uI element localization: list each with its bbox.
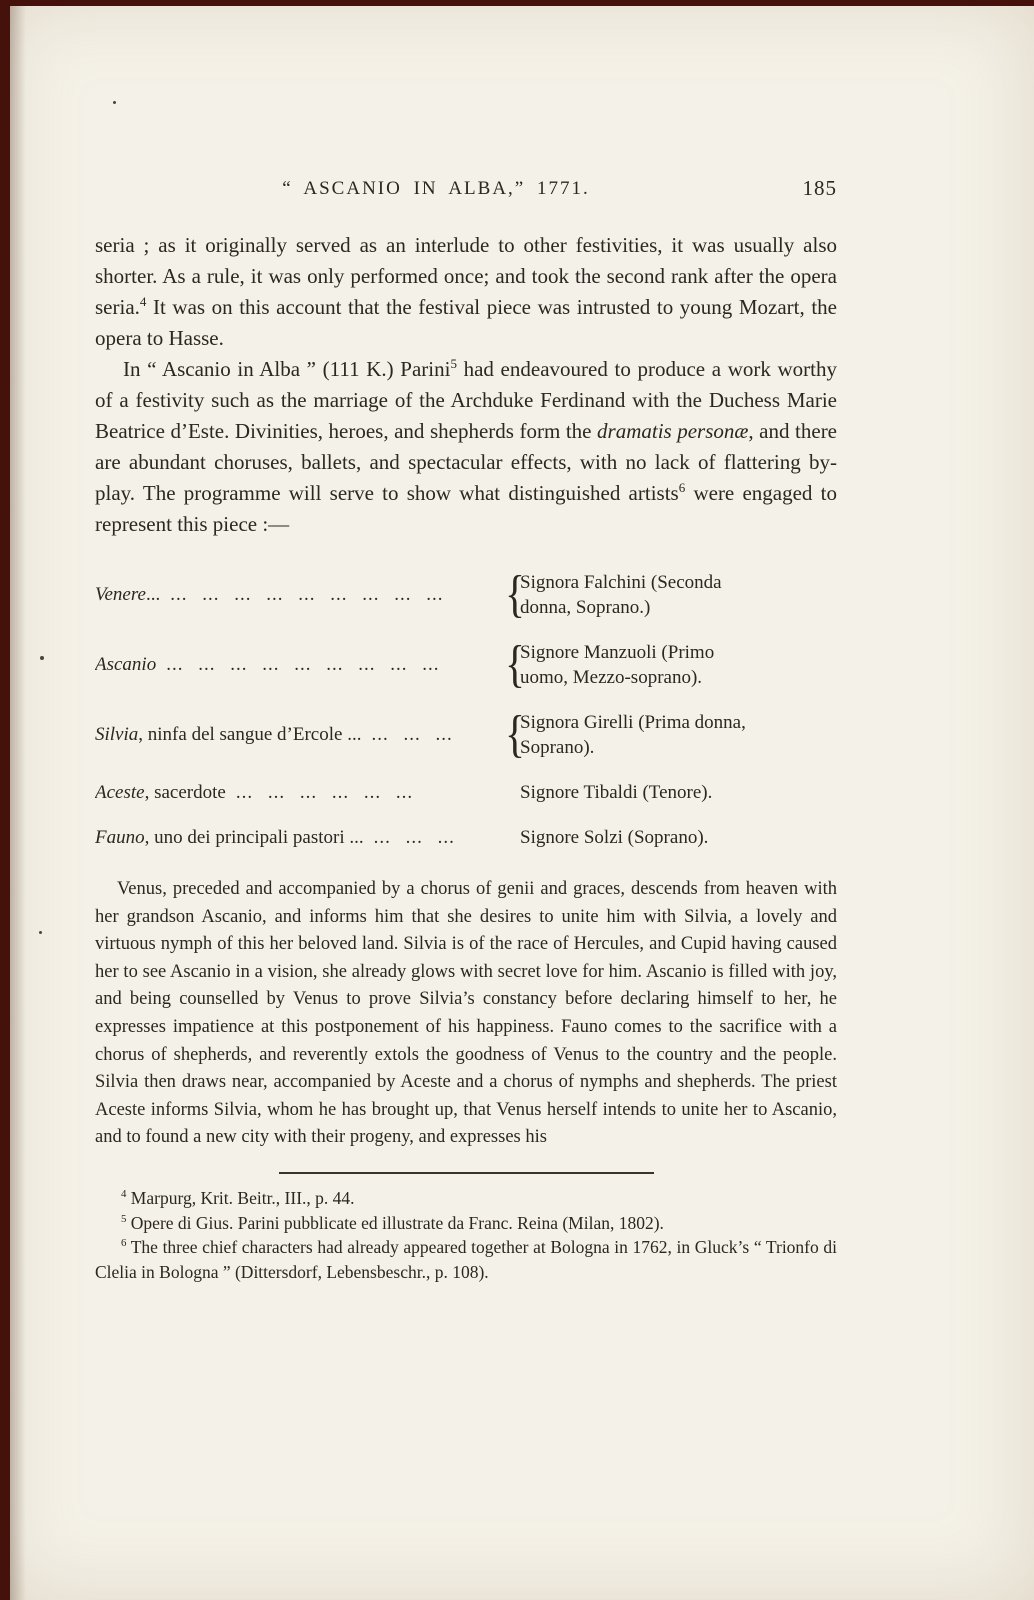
cast-row-silvia [95,705,837,763]
performer-line: Signora Girelli (Prima donna, [520,712,746,733]
cast-performer [520,710,746,760]
footnote-divider [279,1172,654,1174]
performer-line: uomo, Mezzo-soprano). [520,667,703,688]
page-edge-top [0,0,1034,6]
cast-performer [520,825,708,850]
cast-role [95,724,361,746]
dot-leader: ... ... ... ... ... ... ... ... ... [166,654,440,675]
cast-performer [520,640,714,690]
cast-role [95,782,226,804]
footnote-4: $^4$ Marpurg, Krit. Beitr., III., p. 44. [121,1187,355,1208]
cast-performer [520,570,722,620]
footnote-5: $^5$ Opere di Gius. Parini pubblicate ed illustrate da Franc. Reina (Milan, 1802). [121,1212,664,1233]
footnote-6: $^6$ The three chief characters had already appeared together at Bologna in 1762, in Gluck’s “ Trionfo di Clelia in Bologna ” (Dittersdorf, Lebensbeschr., p. 108). [95,1237,837,1282]
dot-leader: ... ... ... ... ... ... ... ... ... [170,584,444,605]
dot-leader: ... ... ... [371,724,453,745]
brace-glyph: { [505,635,525,693]
footnotes [95,1186,837,1284]
dot-leader: ... ... ... ... ... ... [235,781,414,803]
paragraph-continuation: seria ; as it originally served as an interlude to other festivities, it was usually also shorter. As a rule, it was only performed once; and took the second rank after the opera seria.$^4$ It was on this account that the festival piece was intrusted to young Mozart, the opera to Hasse. [95,233,837,350]
cast-role-desc: , sacerdote [144,781,226,803]
dot-leader: ... ... ... [373,826,455,848]
brace-glyph: { [505,705,525,763]
ink-speck [39,931,42,934]
page-number: 185 [802,176,837,200]
cast-role-desc: ... [146,584,161,605]
ink-speck [113,101,116,104]
cast-list [95,565,837,850]
cast-role-name: Venere [95,584,146,605]
synopsis-paragraph: Venus, preceded and accompanied by a chorus of genii and graces, descends from heaven with her grandson Ascanio, and informs him that she desires to unite him with Silvia, a lovely and virtuous nymph of this her beloved land. Silvia is of the race of Hercules, and Cupid having caused her to see Ascanio in a vision, she already glows with secret love for him. Ascanio is filled with joy, and being counselled by Venus to prove Silvia’s constancy before declaring himself to her, he expresses impatience at this postponement of his happiness. Fauno comes to the sacrifice with a chorus of shepherds, and reverently extols the goodness of Venus to the country and the people. Silvia then draws near, accompanied by Aceste and a chorus of nymphs and shepherds. The priest Aceste informs Silvia, whom he has brought up, that Venus herself intends to unite her to Ascanio, and to found a new city with their progeny, and expresses his [95,879,837,1148]
text-column [95,178,837,1284]
running-head [95,178,837,212]
cast-role-desc: , ninfa del sangue d’Ercole ... [138,724,362,745]
cast-role-name: Ascanio [95,654,157,675]
performer-line: Soprano). [520,737,595,758]
cast-role-name: Fauno [95,826,145,848]
cast-role-desc: , uno dei principali pastori ... [144,826,364,848]
cast-row-ascanio [95,635,837,693]
page-edge-left [0,0,10,1600]
cast-row-venere [95,565,837,623]
running-head-title: “ ASCANIO IN ALBA,” 1771. [282,178,590,199]
cast-performer [520,780,712,805]
performer-line: Signore Solzi (Soprano). [520,827,709,848]
brace-glyph: { [505,565,525,623]
cast-role [95,584,160,606]
performer-line: donna, Soprano.) [520,597,651,618]
cast-role-name: Silvia [95,724,139,745]
cast-role-name: Aceste [95,781,145,803]
cast-role [95,827,364,849]
performer-line: Signora Falchini (Seconda [520,572,722,593]
performer-line: Signore Manzuoli (Primo [520,642,715,663]
ink-speck [40,656,44,660]
cast-row-fauno [95,825,837,850]
cast-row-aceste [95,780,837,805]
performer-line: Signore Tibaldi (Tenore). [520,782,713,803]
paragraph-ascanio-intro: In “ Ascanio in Alba ” (111 K.) Parini$^5$ had endeavoured to produce a work worthy of a festivity such as the marriage of the Archduke Ferdinand with the Duchess Marie Beatrice d’Este. Divinities, heroes, and shepherds form the dramatis personæ, and there are abundant choruses, ballets, and spectacular effects, with no lack of flattering by-play. The programme will serve to show what distinguished artists$^6$ were engaged to represent this piece :— [95,356,838,536]
cast-role [95,654,156,676]
